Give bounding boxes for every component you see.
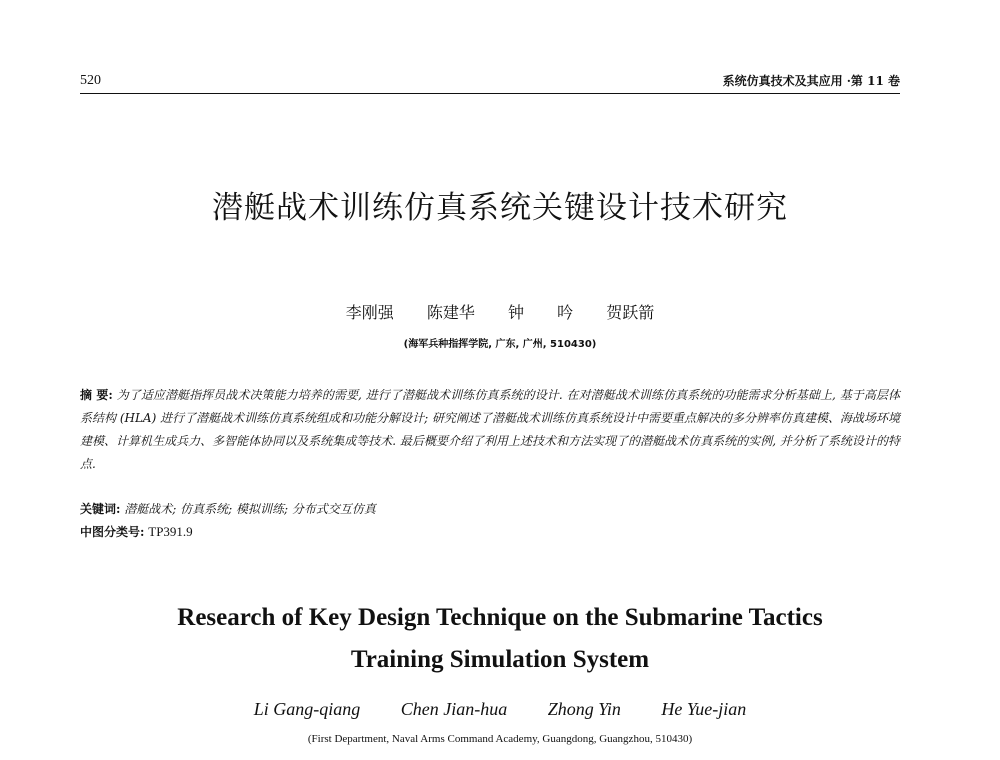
abstract <box>80 384 900 476</box>
author-en: Zhong Yin <box>547 699 621 719</box>
keywords-label: 关键词: <box>80 502 121 516</box>
author-cn: 钟 吟 <box>508 303 574 322</box>
clc-value: TP391.9 <box>148 524 193 539</box>
page-number: 520 <box>80 73 101 88</box>
clc-number <box>80 522 900 542</box>
author-en: Li Gang-qiang <box>253 699 361 719</box>
abstract-label: 摘 要: <box>80 388 113 402</box>
chinese-affiliation: (海军兵种指挥学院, 广东, 广州, 510430) <box>403 339 597 350</box>
english-title-line-1: Research of Key Design Technique on the Submarine Tactics <box>177 604 823 631</box>
author-cn: 陈建华 <box>426 303 475 322</box>
header-rule <box>80 93 900 94</box>
english-title <box>80 597 920 681</box>
journal-name: 系统仿真技术及其应用 ·第 11 卷 <box>722 74 900 88</box>
english-affiliation: (First Department, Naval Arms Command Academy, Guangdong, Guangzhou, 510430) <box>307 733 693 745</box>
author-en: He Yue-jian <box>661 699 747 719</box>
running-header <box>80 72 900 94</box>
author-cn: 贺跃箭 <box>606 303 655 322</box>
keywords-text: 潜艇战术; 仿真系统; 模拟训练; 分布式交互仿真 <box>124 502 376 516</box>
author-cn: 李刚强 <box>345 303 394 322</box>
abstract-text: 为了适应潜艇指挥员战术决策能力培养的需要, 进行了潜艇战术训练仿真系统的设计. 在对潜艇战术训练仿真系统的功能需求分析基础上, 基于高层体系结构 (HLA) 进行了潜艇战术训练仿真系统组成和功能分解设计; 研究阐述了潜艇战术训练仿真系统设计中需要重点解决的多分辨率仿真建模、海战场环境建模、计算机生成兵力、多智能体协同以及系统集成等技术. 最后概要介绍了利用上述技术和方法实现了的潜艇战术仿真系统的实例, 并分析了系统设计的特点. <box>80 388 900 471</box>
chinese-title: 潜艇战术训练仿真系统关键设计技术研究 <box>212 190 788 226</box>
chinese-authors <box>80 302 920 324</box>
clc-label: 中图分类号: <box>80 525 145 539</box>
english-title-line-2: Training Simulation System <box>350 646 650 673</box>
keywords <box>80 499 900 519</box>
english-authors <box>80 697 920 721</box>
author-en: Chen Jian-hua <box>400 699 508 719</box>
